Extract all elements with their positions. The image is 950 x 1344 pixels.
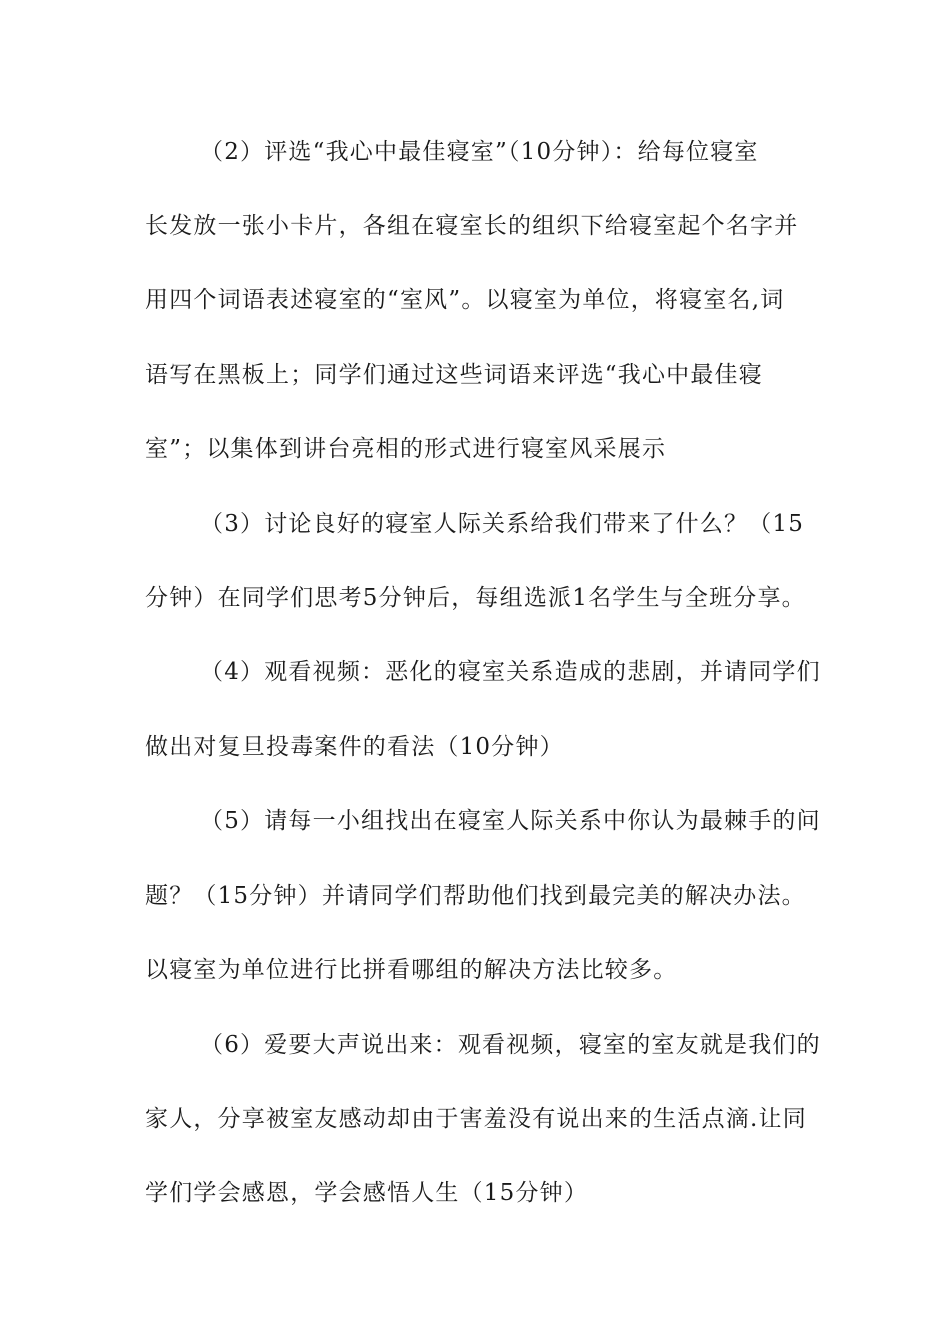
text-line: （2）评选“我心中最佳寝室”（10分钟）：给每位寝室 bbox=[200, 139, 759, 165]
text-line: 学们学会感恩，学会感悟人生（15分钟） bbox=[145, 1180, 589, 1206]
text-line: 分钟）在同学们思考5分钟后，每组选派1名学生与全班分享。 bbox=[145, 585, 806, 611]
text-line: 家人，分享被室友感动却由于害羞没有说出来的生活点滴.让同 bbox=[145, 1106, 807, 1132]
text-line: 语写在黑板上；同学们通过这些词语来评选“我心中最佳寝 bbox=[145, 362, 763, 388]
text-line: （6）爱要大声说出来：观看视频，寝室的室友就是我们的 bbox=[200, 1032, 821, 1058]
text-line: 做出对复旦投毒案件的看法（10分钟） bbox=[145, 734, 564, 760]
text-line: （5）请每一小组找出在寝室人际关系中你认为最棘手的问 bbox=[200, 808, 821, 834]
text-line: 题？（15分钟）并请同学们帮助他们找到最完美的解决办法。 bbox=[145, 883, 806, 909]
text-line: （3）讨论良好的寝室人际关系给我们带来了什么？（15 bbox=[200, 511, 805, 537]
text-line: 以寝室为单位进行比拼看哪组的解决方法比较多。 bbox=[145, 957, 678, 983]
text-line: （4）观看视频：恶化的寝室关系造成的悲剧，并请同学们 bbox=[200, 659, 821, 685]
text-line: 长发放一张小卡片，各组在寝室长的组织下给寝室起个名字并 bbox=[145, 213, 799, 239]
text-line: 用四个词语表述寝室的“室风”。以寝室为单位，将寝室名,词 bbox=[145, 287, 785, 313]
text-line: 室”；以集体到讲台亮相的形式进行寝室风采展示 bbox=[145, 436, 667, 462]
